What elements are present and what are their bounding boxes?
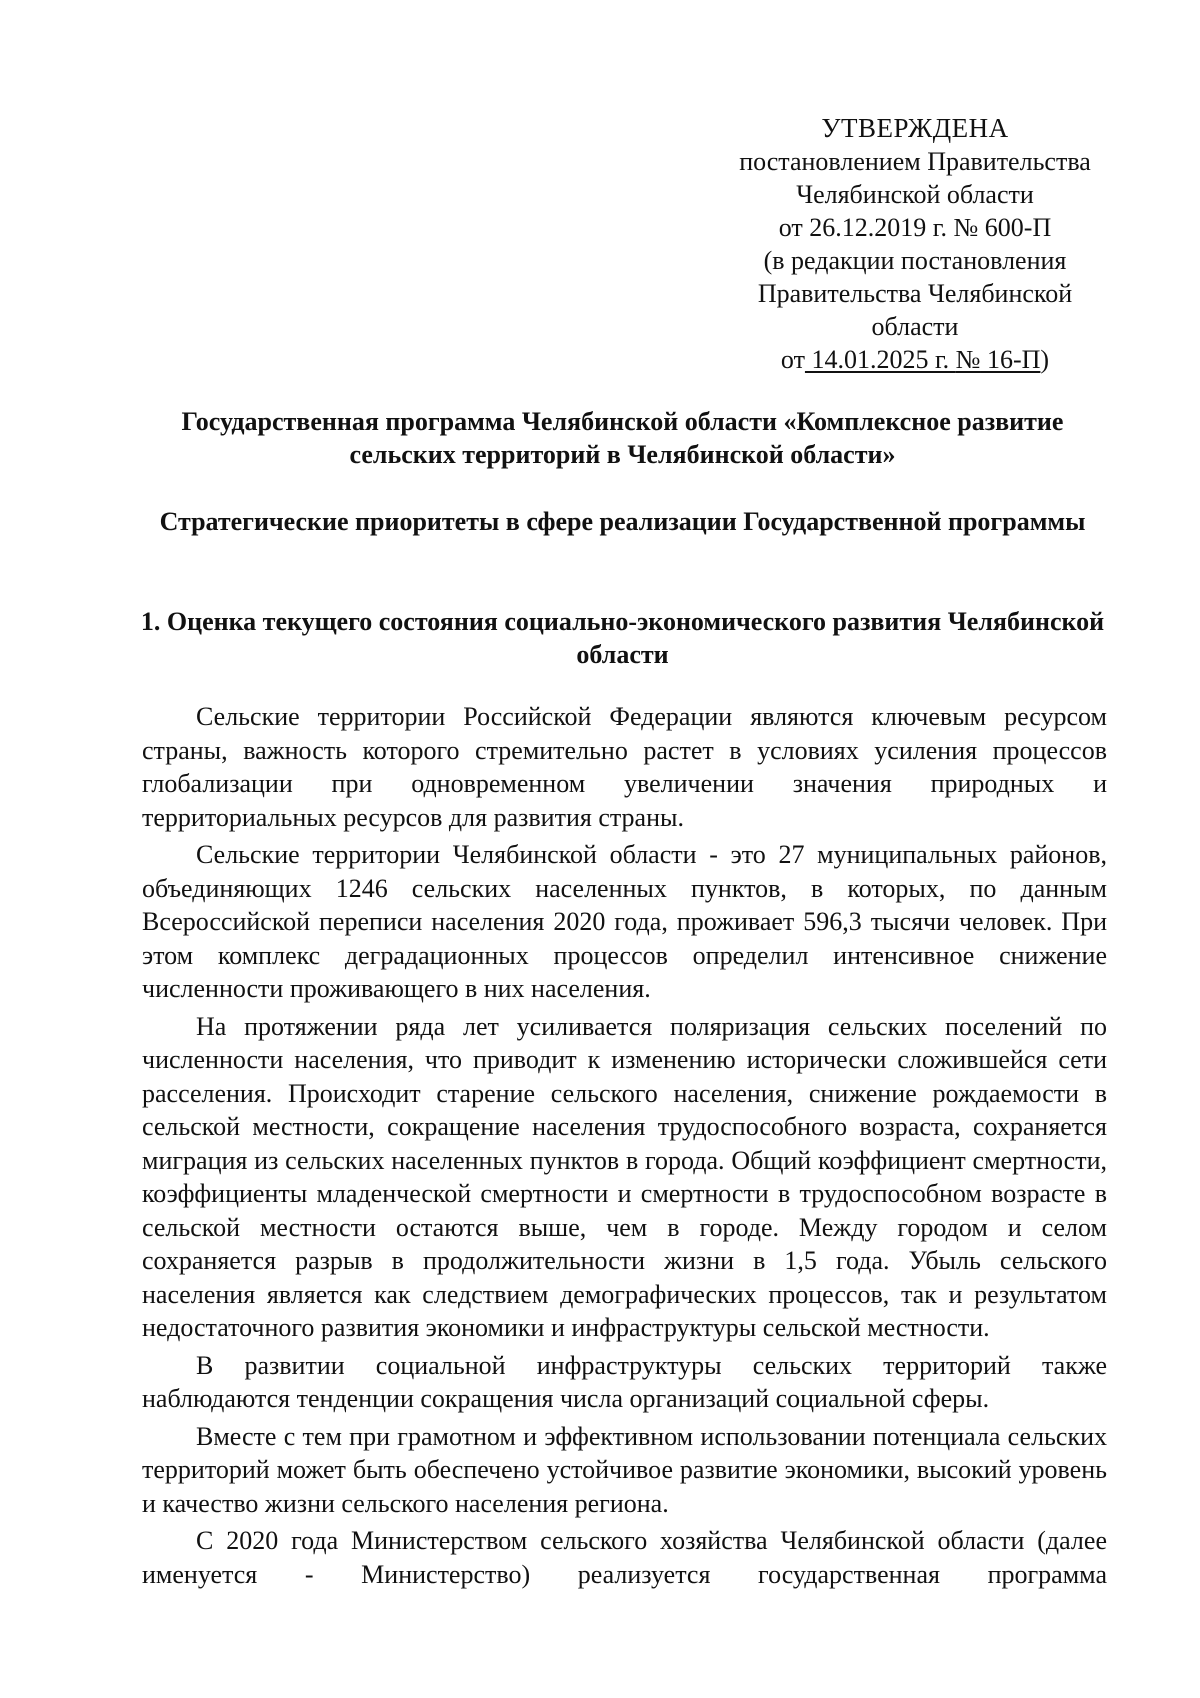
amendment-number-sign: № [955,345,981,374]
approval-heading: УТВЕРЖДЕНА [821,113,1009,143]
approval-stamp-block [700,112,1130,376]
body-paragraph: Сельские территории Российской Федерации являются ключевым ресурсом страны, важность которого стремительно растет в условиях усиления процессов глобализации при одновременном увеличении значения природных и территориальных ресурсов для развития страны. [142,702,1107,832]
approval-line: постановлением Правительства [739,147,1091,176]
approval-line: Челябинской области [796,180,1034,209]
approval-line: (в редакции постановления [763,246,1067,275]
amendment-date: 14.01.2025 г. [804,345,956,374]
body-paragraph: В развитии социальной инфраструктуры сельских территорий также наблюдаются тенденции сокращения числа организаций социальной сферы. [142,1350,1107,1413]
body-paragraph: Вместе с тем при грамотном и эффективном использовании потенциала сельских территорий может быть обеспечено устойчивое развитие экономики, высокий уровень и качество жизни сельского населения региона. [142,1421,1107,1518]
body-paragraph: С 2020 года Министерством сельского хозяйства Челябинской области (далее именуется - Министерство) реализуется государственная программа [142,1526,1107,1589]
amendment-prefix: от [780,345,805,374]
approval-decree-reference: от 26.12.2019 г. № 600-П [778,213,1052,242]
approval-line: Правительства Челябинской [757,279,1073,308]
body-paragraph: Сельские территории Челябинской области - это 27 муниципальных районов, объединяющих 1246 сельских населенных пунктов, в которых, по данным Всероссийской переписи населения 2020 года, проживает 596,3 тысячи человек. При этом комплекс деградационных процессов определил интенсивное снижение численности проживающего в них населения. [142,840,1107,1003]
approval-line: области [871,312,959,341]
amendment-reference [700,343,1130,376]
section-subtitle: Стратегические приоритеты в сфере реализации Государственной программы [159,507,1086,536]
section-heading: 1. Оценка текущего состояния социально-экономического развития Челябинской области [140,607,1105,669]
program-title: Государственная программа Челябинской области «Комплексное развитие сельских территорий в Челябинской области» [181,407,1064,469]
body-paragraph: На протяжении ряда лет усиливается поляризация сельских поселений по численности населения, что приводит к изменению исторически сложившейся сети расселения. Происходит старение сельского населения, снижение рождаемости в сельской местности, сокращение населения трудоспособного возраста, сохраняется миграция из сельских населенных пунктов в города. Общий коэффициент смертности, коэффициенты младенческой смертности и смертности в трудоспособном возрасте в сельской местности остаются выше, чем в городе. Между городом и селом сохраняется разрыв в продолжительности жизни в 1,5 года. Убыль сельского населения является как следствием демографических процессов, так и результатом недостаточного развития экономики и инфраструктуры сельской местности. [142,1011,1107,1342]
amendment-suffix: ) [1040,345,1050,374]
amendment-number: 16-П [980,345,1041,374]
document-body [142,700,1107,1595]
